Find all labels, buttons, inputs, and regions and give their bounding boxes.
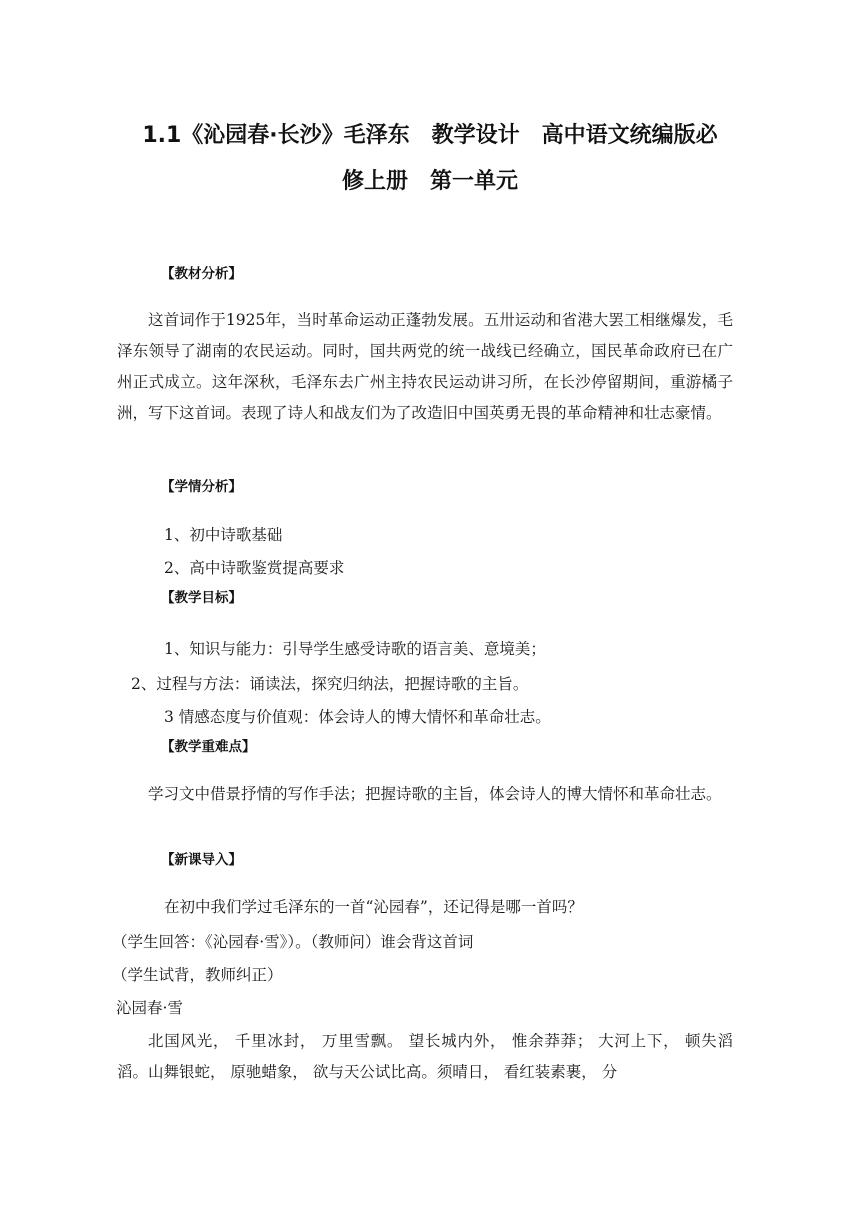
heading-student-analysis: 【学情分析】 xyxy=(161,479,242,495)
textbook-analysis-paragraph: 这首词作于1925年，当时革命运动正蓬勃发展。五卅运动和省港大罢工相继爆发，毛泽东领导了湖南的农民运动。同时，国共两党的统一战线已经确立，国民革命政府已在广州正式成立。这年深秋，毛泽东去广州主持农民运动讲习所，在长沙停留期间，重游橘子洲，写下这首词。表现了诗人和战友们为了改造旧中国英勇无畏的革命精神和壮志豪情。 xyxy=(117,311,733,422)
heading-teaching-goals: 【教学目标】 xyxy=(161,590,242,606)
new-lesson-line-1: 在初中我们学过毛泽东的一首“沁园春”，还记得是哪一首吗？ xyxy=(164,898,583,916)
heading-key-points: 【教学重难点】 xyxy=(161,739,256,755)
key-points-paragraph: 学习文中借景抒情的写作手法；把握诗歌的主旨，体会诗人的博大情怀和革命壮志。 xyxy=(148,785,722,803)
new-lesson-line-3: （学生试背，教师纠正） xyxy=(112,966,283,984)
poem-title: 沁园春·雪 xyxy=(116,999,183,1017)
title-line-1: 1.1《沁园春·长沙》毛泽东 教学设计 高中语文统编版必 xyxy=(142,123,718,148)
teaching-goal-item-1: 1、知识与能力：引导学生感受诗歌的语言美、意境美； xyxy=(164,640,546,658)
poem-text: 北国风光， 千里冰封， 万里雪飘。 望长城内外， 惟余莽莽； 大河上下， 顿失滔滔。山舞银蛇， 原驰蜡象， 欲与天公试比高。须晴日， 看红装素裹， 分 xyxy=(117,1032,733,1081)
heading-new-lesson: 【新课导入】 xyxy=(161,852,242,868)
student-analysis-item-2: 2、高中诗歌鉴赏提高要求 xyxy=(164,559,345,577)
teaching-goal-item-3: 3 情感态度与价值观：体会诗人的博大情怀和革命壮志。 xyxy=(164,708,551,726)
student-analysis-item-1: 1、初中诗歌基础 xyxy=(164,526,283,544)
document-title xyxy=(110,113,750,205)
title-line-2: 修上册 第一单元 xyxy=(341,169,518,194)
new-lesson-line-2: （学生回答：《沁园春·雪》）。（教师问）谁会背这首词 xyxy=(112,933,474,951)
heading-textbook-analysis: 【教材分析】 xyxy=(161,266,242,282)
teaching-goal-item-2: 2、过程与方法：诵读法，探究归纳法，把握诗歌的主旨。 xyxy=(131,675,529,693)
